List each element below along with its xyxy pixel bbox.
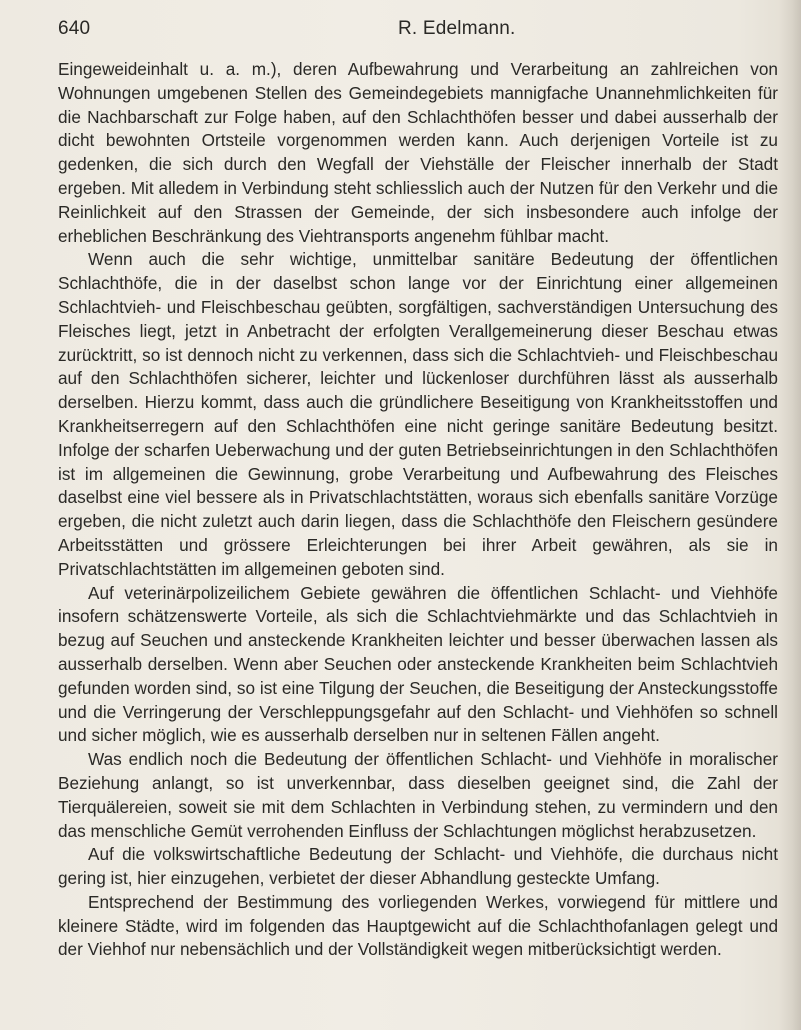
paragraph-2: Wenn auch die sehr wichtige, unmittelbar sanitäre Bedeutung der öffentlichen Schlachthöfe, die in der daselbst schon lange vor der Einrichtung einer allgemeinen Schlachtvieh- und Fleischbeschau geübten, sorgfältigen, sachverständigen Untersuchung des Fleisches liegt, jetzt in Anbetracht der erfolgten Verallgemeinerung dieser Beschau etwas zurücktritt, so ist dennoch nicht zu verkennen, dass sich die Schlachtvieh- und Fleischbeschau auf den Schlachthöfen sicherer, leichter und lückenloser durchführen lässt als ausserhalb derselben. Hierzu kommt, dass auch die gründlichere Beseitigung von Krankheitsstoffen und Krankheitserregern auf den Schlachthöfen eine nicht geringe sanitäre Bedeutung besitzt. Infolge der scharfen Ueberwachung und der guten Betriebseinrichtungen in den Schlachthöfen ist im allgemeinen die Gewinnung, grobe Verarbeitung und Aufbewahrung des Fleisches daselbst eine viel bessere als in Privatschlachtstätten, woraus sich ebenfalls sanitäre Vorzüge ergeben, die nicht zuletzt auch darin liegen, dass die Schlachthöfe den Fleischern gesündere Arbeitsstätten und grössere Erleichterungen bei ihrer Arbeit gewähren, als sie in Privatschlachtstätten im allgemeinen geboten sind. (58, 249, 778, 579)
paragraph-5: Auf die volkswirtschaftliche Bedeutung der Schlacht- und Viehhöfe, die durchaus nicht gering ist, hier einzugehen, verbietet der dieser Abhandlung gesteckte Umfang. (58, 844, 778, 889)
paragraph-4: Was endlich noch die Bedeutung der öffentlichen Schlacht- und Viehhöfe in moralischer Beziehung anlangt, so ist unverkennbar, dass dieselben geeignet sind, die Zahl der Tierquälereien, soweit sie mit dem Schlachten in Verbindung stehen, zu vermindern und den das menschliche Gemüt verrohenden Einfluss der Schlachtungen möglichst herabzusetzen. (58, 749, 778, 841)
page-number: 640 (58, 18, 91, 39)
page-header (58, 18, 758, 48)
body-text (58, 58, 778, 962)
page-edge-shadow (779, 0, 801, 1030)
paragraph-3: Auf veterinärpolizeilichem Gebiete gewähren die öffentlichen Schlacht- und Viehhöfe insofern schätzenswerte Vorteile, als sich die Schlachtviehmärkte und das Schlachtvieh in bezug auf Seuchen und ansteckende Krankheiten leichter und besser überwachen lassen als ausserhalb derselben. Wenn aber Seuchen oder ansteckende Krankheiten beim Schlachtvieh gefunden worden sind, so ist eine Tilgung der Seuchen, die Beseitigung der Ansteckungsstoffe und die Verringerung der Verschleppungsgefahr auf den Schlacht- und Viehhöfen so schnell und sicher möglich, wie es ausserhalb derselben nur in seltenen Fällen angeht. (58, 582, 778, 746)
running-head: R. Edelmann. (398, 18, 516, 39)
paragraph-6: Entsprechend der Bestimmung des vorliegenden Werkes, vorwiegend für mittlere und kleinere Städte, wird im folgenden das Hauptgewicht auf die Schlachthofanlagen gelegt und der Viehhof nur nebensächlich und der Vollständigkeit wegen mitberücksichtigt werden. (58, 891, 778, 960)
paragraph-1: Eingeweideinhalt u. a. m.), deren Aufbewahrung und Verarbeitung an zahlreichen von Wohnungen umgebenen Stellen des Gemeindegebiets mannigfache Unannehmlichkeiten für die Nachbarschaft zur Folge haben, auf den Schlachthöfen besser und dabei ausserhalb der dicht bewohnten Ortsteile vorgenommen werden kann. Auch derjenigen Vorteile ist zu gedenken, die sich durch den Wegfall der Viehställe der Fleischer innerhalb der Stadt ergeben. Mit alledem in Verbindung steht schliesslich auch der Nutzen für den Verkehr und die Reinlichkeit auf den Strassen der Gemeinde, der sich insbesondere auch infolge der erheblichen Beschränkung des Viehtransports angenehm fühlbar macht. (58, 59, 778, 246)
